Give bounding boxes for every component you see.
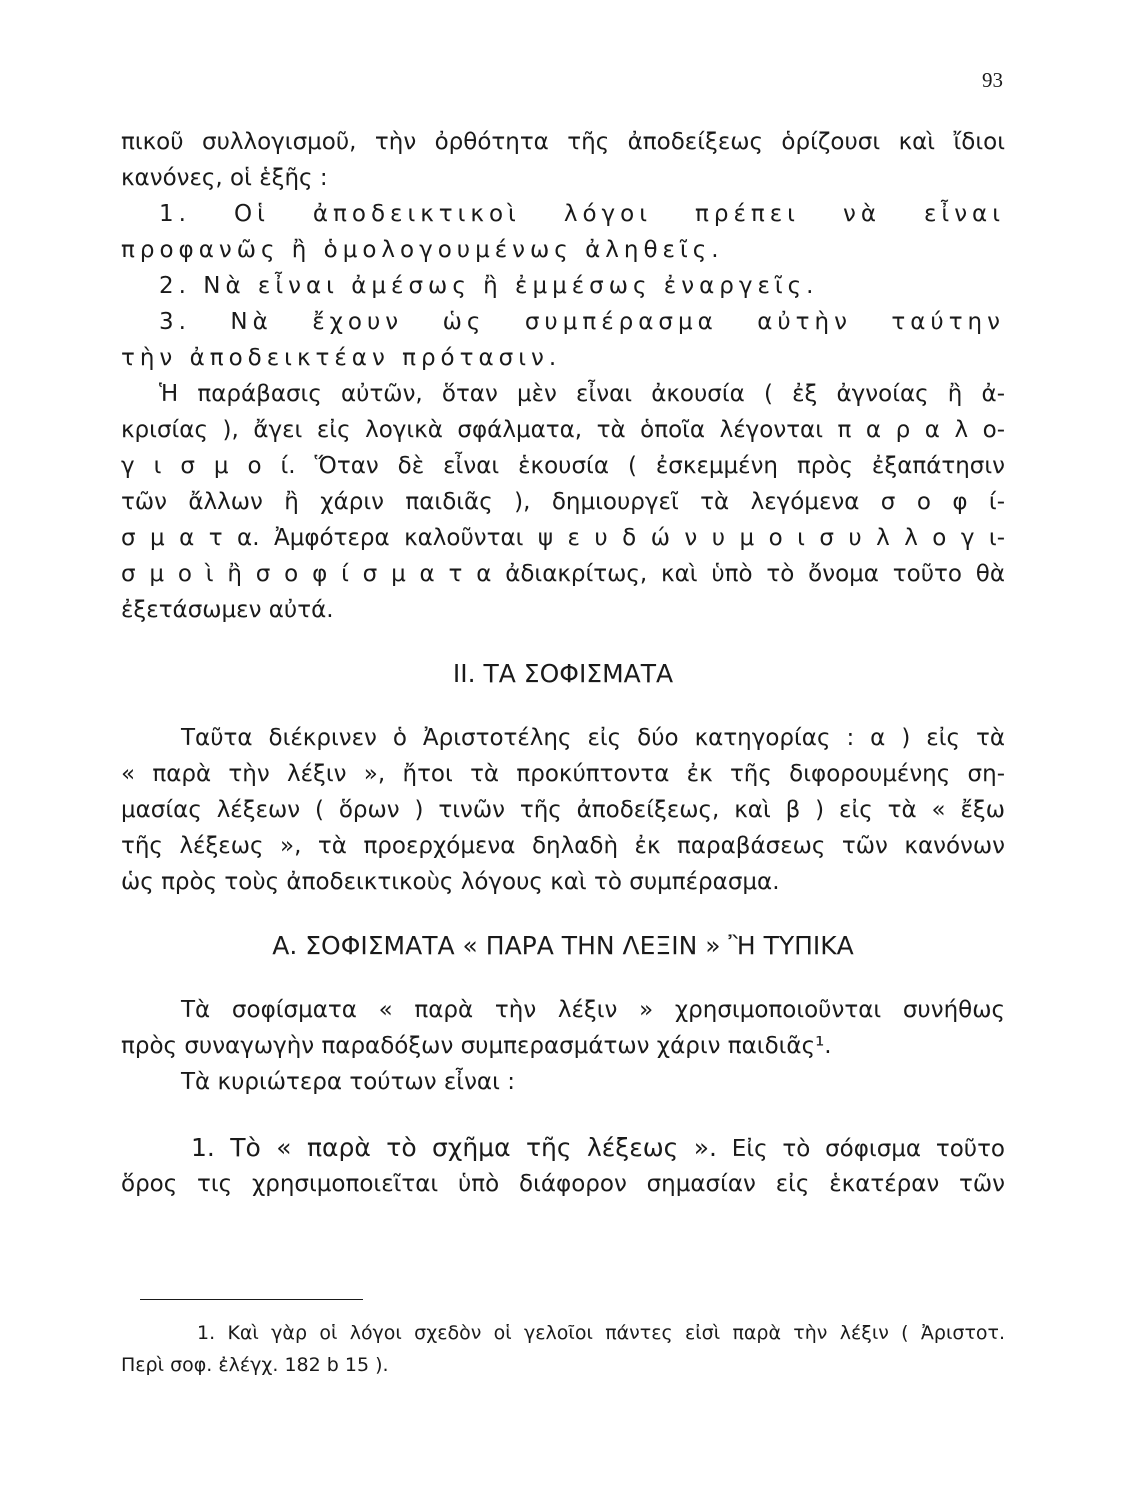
item-heading-line	[121, 1130, 1005, 1166]
item-text: Εἰς τὸ σόφισμα τοῦτο	[731, 1136, 1006, 1162]
page-number: 93	[982, 68, 1003, 92]
text-line: κανόνες, οἱ ἑξῆς :	[121, 165, 328, 191]
text-line: πικοῦ συλλογισμοῦ, τὴν ὀρθότητα τῆς ἀποδείξεως ὁρίζουσι καὶ ἴδιοι	[121, 129, 1005, 155]
text-line: Τὰ κυριώτερα τούτων εἶναι :	[181, 1069, 515, 1095]
text-line: σ μ ο ὶ ἢ σ ο φ ί σ μ α τ α ἀδιακρίτως, καὶ ὑπὸ τὸ ὄνομα τοῦτο θὰ	[121, 561, 1005, 587]
text-line: τὴν ἀποδεικτέαν πρότασιν.	[121, 345, 562, 371]
text-line: ὡς πρὸς τοὺς ἀποδεικτικοὺς λόγους καὶ τὸ συμπέρασμα.	[121, 869, 780, 895]
text-line: Ἡ παράβασις αὐτῶν, ὅταν μὲν εἶναι ἀκουσία ( ἐξ ἀγνοίας ἢ ἀ-	[159, 381, 1005, 407]
text-line: τῶν ἄλλων ἢ χάριν παιδιᾶς ), δημιουργεῖ τὰ λεγόμενα σ ο φ ί-	[121, 489, 1005, 515]
footnote-line: 1. Καὶ γὰρ οἱ λόγοι σχεδὸν οἱ γελοῖοι πάντες εἰσὶ παρὰ τὴν λέξιν ( Ἀριστοτ.	[197, 1322, 1005, 1344]
footnote	[121, 1317, 1005, 1381]
text-line: γ ι σ μ ο ί. Ὅταν δὲ εἶναι ἑκουσία ( ἐσκεμμένη πρὸς ἐξαπάτησιν	[121, 453, 1005, 479]
section-heading: II. ΤΑ ΣΟΦΙΣΜΑΤΑ	[452, 659, 674, 688]
item-title: 1. Τὸ « παρὰ τὸ σχῆμα τῆς λέξεως ».	[191, 1133, 717, 1162]
text-line: προφανῶς ἢ ὁμολογουμένως ἀληθεῖς.	[121, 237, 724, 263]
footnote-rule	[140, 1299, 363, 1300]
text-line: ὅρος τις χρησιμοποιεῖται ὑπὸ διάφορον σημασίαν εἰς ἑκατέραν τῶν	[121, 1171, 1005, 1197]
text-line: μασίας λέξεων ( ὅρων ) τινῶν τῆς ἀποδείξεως, καὶ β ) εἰς τὰ « ἔξω	[121, 797, 1005, 823]
text-line: τῆς λέξεως », τὰ προερχόμενα δηλαδὴ ἐκ παραβάσεως τῶν κανόνων	[121, 833, 1005, 859]
rule-item-3: 3. Νὰ ἔχουν ὡς συμπέρασμα αὐτὴν ταύτην	[159, 309, 1005, 335]
text-line: κρισίας ), ἄγει εἰς λογικὰ σφάλματα, τὰ ὁποῖα λέγονται π α ρ α λ ο-	[121, 417, 1005, 443]
text-line: ἐξετάσωμεν αὐτά.	[121, 597, 334, 623]
text-line: σ μ α τ α. Ἀμφότερα καλοῦνται ψ ε υ δ ώ ν υ μ ο ι σ υ λ λ ο γ ι-	[121, 525, 1005, 551]
page-body	[121, 124, 1005, 1202]
text-line: Τὰ σοφίσματα « παρὰ τὴν λέξιν » χρησιμοποιοῦνται συνήθως	[181, 997, 1005, 1023]
text-line: πρὸς συναγωγὴν παραδόξων συμπερασμάτων χάριν παιδιᾶς¹.	[121, 1033, 832, 1059]
text-line: « παρὰ τὴν λέξιν », ἤτοι τὰ προκύπτοντα ἐκ τῆς διφορουμένης ση-	[121, 761, 1005, 787]
footnote-line: Περὶ σοφ. ἐλέγχ. 182 b 15 ).	[121, 1354, 389, 1376]
subsection-heading: Α. ΣΟΦΙΣΜΑΤΑ « ΠΑΡΑ ΤΗΝ ΛΕΞΙΝ » Ἢ ΤΥΠΙΚΑ	[272, 931, 854, 960]
rule-item-2: 2. Νὰ εἶναι ἀμέσως ἢ ἐμμέσως ἐναργεῖς.	[159, 273, 819, 299]
text-line: Ταῦτα διέκρινεν ὁ Ἀριστοτέλης εἰς δύο κατηγορίας : α ) εἰς τὰ	[181, 725, 1005, 751]
rule-item-1: 1. Οἱ ἀποδεικτικοὶ λόγοι πρέπει νὰ εἶναι	[159, 201, 1005, 227]
